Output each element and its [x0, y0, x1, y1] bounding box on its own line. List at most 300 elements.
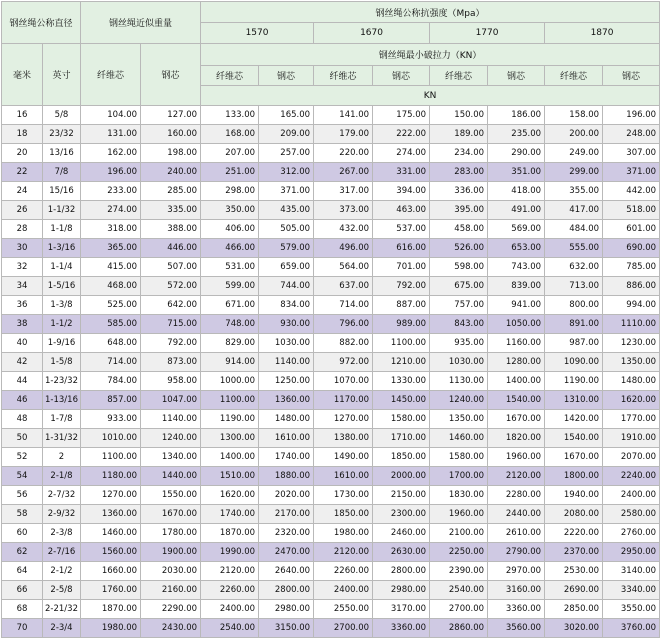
cell-weight-steel-core: 958.00 — [141, 372, 201, 391]
cell-diameter-inch: 2-3/8 — [43, 524, 81, 543]
table-row — [2, 182, 660, 201]
cell-diameter-inch: 1-5/8 — [43, 353, 81, 372]
cell-diameter-mm: 24 — [2, 182, 43, 201]
cell-diameter-mm: 70 — [2, 619, 43, 638]
cell-1870-fiber-core: 987.00 — [545, 334, 603, 353]
cell-1570-fiber-core: 1870.00 — [201, 524, 259, 543]
header-unit-kn: KN — [201, 86, 660, 106]
cell-1870-fiber-core: 1540.00 — [545, 429, 603, 448]
cell-diameter-mm: 26 — [2, 201, 43, 220]
cell-1670-fiber-core: 432.00 — [314, 220, 373, 239]
cell-weight-steel-core: 572.00 — [141, 277, 201, 296]
cell-1870-steel-core: 3550.00 — [603, 600, 660, 619]
cell-diameter-mm: 18 — [2, 125, 43, 144]
cell-1870-fiber-core: 249.00 — [545, 144, 603, 163]
cell-1670-steel-core: 989.00 — [373, 315, 430, 334]
header-mm: 毫米 — [2, 44, 43, 106]
cell-1770-fiber-core: 1350.00 — [430, 410, 488, 429]
cell-1770-steel-core: 1400.00 — [488, 372, 545, 391]
cell-weight-steel-core: 240.00 — [141, 163, 201, 182]
cell-1770-fiber-core: 1460.00 — [430, 429, 488, 448]
table-row — [2, 372, 660, 391]
cell-weight-steel-core: 1670.00 — [141, 505, 201, 524]
cell-1570-steel-core: 2640.00 — [259, 562, 314, 581]
cell-1570-fiber-core: 168.00 — [201, 125, 259, 144]
table-row — [2, 410, 660, 429]
cell-1570-fiber-core: 350.00 — [201, 201, 259, 220]
cell-1670-fiber-core: 1980.00 — [314, 524, 373, 543]
cell-1770-steel-core: 1820.00 — [488, 429, 545, 448]
cell-1670-fiber-core: 1610.00 — [314, 467, 373, 486]
cell-diameter-mm: 48 — [2, 410, 43, 429]
table-row — [2, 562, 660, 581]
table-body — [2, 106, 660, 638]
cell-diameter-mm: 64 — [2, 562, 43, 581]
cell-1770-steel-core: 1540.00 — [488, 391, 545, 410]
cell-diameter-mm: 38 — [2, 315, 43, 334]
cell-1670-steel-core: 2000.00 — [373, 467, 430, 486]
cell-diameter-mm: 30 — [2, 239, 43, 258]
table-row — [2, 600, 660, 619]
cell-1570-steel-core: 2980.00 — [259, 600, 314, 619]
cell-weight-fiber-core: 233.00 — [81, 182, 141, 201]
cell-1870-fiber-core: 2370.00 — [545, 543, 603, 562]
table-row — [2, 467, 660, 486]
cell-weight-fiber-core: 1180.00 — [81, 467, 141, 486]
cell-diameter-mm: 54 — [2, 467, 43, 486]
cell-1670-fiber-core: 1730.00 — [314, 486, 373, 505]
header-1570-fiber-core: 纤维芯 — [201, 66, 259, 86]
cell-1570-fiber-core: 2260.00 — [201, 581, 259, 600]
cell-diameter-inch: 2-7/32 — [43, 486, 81, 505]
cell-1670-fiber-core: 1850.00 — [314, 505, 373, 524]
table-row — [2, 524, 660, 543]
cell-1570-fiber-core: 1620.00 — [201, 486, 259, 505]
cell-1670-steel-core: 331.00 — [373, 163, 430, 182]
cell-1870-fiber-core: 200.00 — [545, 125, 603, 144]
cell-1570-steel-core: 1880.00 — [259, 467, 314, 486]
cell-1870-steel-core: 3340.00 — [603, 581, 660, 600]
cell-1870-steel-core: 3140.00 — [603, 562, 660, 581]
header-1870-steel-core: 钢芯 — [603, 66, 660, 86]
cell-1670-fiber-core: 564.00 — [314, 258, 373, 277]
cell-1670-steel-core: 2300.00 — [373, 505, 430, 524]
cell-diameter-mm: 16 — [2, 106, 43, 125]
cell-1670-steel-core: 887.00 — [373, 296, 430, 315]
cell-1870-steel-core: 248.00 — [603, 125, 660, 144]
cell-1570-fiber-core: 531.00 — [201, 258, 259, 277]
header-grade-1670: 1670 — [314, 23, 430, 44]
cell-diameter-inch: 2-1/2 — [43, 562, 81, 581]
cell-weight-steel-core: 1440.00 — [141, 467, 201, 486]
table-row — [2, 619, 660, 638]
cell-diameter-mm: 28 — [2, 220, 43, 239]
header-1570-steel-core: 钢芯 — [259, 66, 314, 86]
cell-1770-steel-core: 235.00 — [488, 125, 545, 144]
cell-1770-steel-core: 2790.00 — [488, 543, 545, 562]
cell-1870-steel-core: 994.00 — [603, 296, 660, 315]
cell-1770-fiber-core: 2390.00 — [430, 562, 488, 581]
cell-diameter-inch: 1-23/32 — [43, 372, 81, 391]
cell-weight-steel-core: 873.00 — [141, 353, 201, 372]
cell-diameter-mm: 20 — [2, 144, 43, 163]
cell-weight-steel-core: 792.00 — [141, 334, 201, 353]
cell-1870-steel-core: 785.00 — [603, 258, 660, 277]
cell-1770-fiber-core: 843.00 — [430, 315, 488, 334]
cell-diameter-mm: 56 — [2, 486, 43, 505]
cell-1770-fiber-core: 336.00 — [430, 182, 488, 201]
cell-diameter-inch: 1-3/16 — [43, 239, 81, 258]
cell-1670-steel-core: 3170.00 — [373, 600, 430, 619]
cell-1670-steel-core: 2630.00 — [373, 543, 430, 562]
cell-1770-fiber-core: 598.00 — [430, 258, 488, 277]
cell-1770-steel-core: 1160.00 — [488, 334, 545, 353]
cell-weight-steel-core: 1340.00 — [141, 448, 201, 467]
cell-1670-steel-core: 2980.00 — [373, 581, 430, 600]
cell-1770-fiber-core: 395.00 — [430, 201, 488, 220]
cell-weight-steel-core: 2430.00 — [141, 619, 201, 638]
cell-1670-steel-core: 3360.00 — [373, 619, 430, 638]
header-grade-1570: 1570 — [201, 23, 314, 44]
cell-weight-fiber-core: 365.00 — [81, 239, 141, 258]
cell-1670-fiber-core: 2400.00 — [314, 581, 373, 600]
cell-weight-fiber-core: 1660.00 — [81, 562, 141, 581]
cell-diameter-mm: 46 — [2, 391, 43, 410]
cell-1770-fiber-core: 189.00 — [430, 125, 488, 144]
cell-diameter-inch: 23/32 — [43, 125, 81, 144]
cell-1870-steel-core: 1480.00 — [603, 372, 660, 391]
cell-1670-fiber-core: 972.00 — [314, 353, 373, 372]
cell-1770-fiber-core: 675.00 — [430, 277, 488, 296]
cell-1670-steel-core: 1580.00 — [373, 410, 430, 429]
cell-1870-fiber-core: 1420.00 — [545, 410, 603, 429]
cell-diameter-inch: 1-31/32 — [43, 429, 81, 448]
cell-1770-steel-core: 2280.00 — [488, 486, 545, 505]
header-weight: 钢丝绳近似重量 — [81, 2, 201, 44]
cell-diameter-mm: 40 — [2, 334, 43, 353]
cell-1870-steel-core: 1110.00 — [603, 315, 660, 334]
table-row — [2, 543, 660, 562]
header-strength: 钢丝绳公称抗强度（Mpa） — [201, 2, 660, 23]
cell-weight-fiber-core: 415.00 — [81, 258, 141, 277]
cell-1570-fiber-core: 1400.00 — [201, 448, 259, 467]
cell-1670-fiber-core: 141.00 — [314, 106, 373, 125]
cell-diameter-mm: 36 — [2, 296, 43, 315]
cell-diameter-inch: 1-13/16 — [43, 391, 81, 410]
cell-diameter-mm: 58 — [2, 505, 43, 524]
cell-1570-steel-core: 3150.00 — [259, 619, 314, 638]
cell-1770-steel-core: 186.00 — [488, 106, 545, 125]
header-grade-1870: 1870 — [545, 23, 660, 44]
cell-weight-steel-core: 285.00 — [141, 182, 201, 201]
cell-diameter-inch: 1-9/16 — [43, 334, 81, 353]
cell-1770-fiber-core: 1830.00 — [430, 486, 488, 505]
cell-1670-fiber-core: 317.00 — [314, 182, 373, 201]
table-row — [2, 106, 660, 125]
cell-1570-fiber-core: 207.00 — [201, 144, 259, 163]
cell-1870-steel-core: 442.00 — [603, 182, 660, 201]
header-1770-fiber-core: 纤维芯 — [430, 66, 488, 86]
cell-1570-steel-core: 312.00 — [259, 163, 314, 182]
cell-diameter-inch: 13/16 — [43, 144, 81, 163]
cell-1870-fiber-core: 417.00 — [545, 201, 603, 220]
cell-1570-fiber-core: 1190.00 — [201, 410, 259, 429]
cell-1870-steel-core: 1230.00 — [603, 334, 660, 353]
cell-1570-fiber-core: 1990.00 — [201, 543, 259, 562]
wire-rope-spec-table — [1, 1, 660, 638]
cell-1570-steel-core: 165.00 — [259, 106, 314, 125]
cell-1670-fiber-core: 2700.00 — [314, 619, 373, 638]
cell-1570-steel-core: 1140.00 — [259, 353, 314, 372]
cell-1670-steel-core: 1330.00 — [373, 372, 430, 391]
cell-1670-fiber-core: 2550.00 — [314, 600, 373, 619]
cell-1570-fiber-core: 1100.00 — [201, 391, 259, 410]
cell-weight-steel-core: 2160.00 — [141, 581, 201, 600]
cell-1770-fiber-core: 935.00 — [430, 334, 488, 353]
table-row — [2, 296, 660, 315]
cell-1570-fiber-core: 406.00 — [201, 220, 259, 239]
cell-diameter-inch: 1-1/2 — [43, 315, 81, 334]
cell-1670-fiber-core: 1380.00 — [314, 429, 373, 448]
cell-1670-fiber-core: 714.00 — [314, 296, 373, 315]
cell-1570-fiber-core: 1000.00 — [201, 372, 259, 391]
cell-1770-fiber-core: 2540.00 — [430, 581, 488, 600]
cell-diameter-inch: 1-3/8 — [43, 296, 81, 315]
header-1870-fiber-core: 纤维芯 — [545, 66, 603, 86]
cell-1770-steel-core: 743.00 — [488, 258, 545, 277]
table-row — [2, 239, 660, 258]
cell-weight-fiber-core: 1100.00 — [81, 448, 141, 467]
cell-diameter-inch: 2-9/32 — [43, 505, 81, 524]
table-row — [2, 429, 660, 448]
cell-1670-steel-core: 463.00 — [373, 201, 430, 220]
cell-1570-steel-core: 2170.00 — [259, 505, 314, 524]
cell-1670-fiber-core: 796.00 — [314, 315, 373, 334]
cell-1770-steel-core: 491.00 — [488, 201, 545, 220]
cell-1570-steel-core: 2320.00 — [259, 524, 314, 543]
cell-weight-steel-core: 507.00 — [141, 258, 201, 277]
cell-1770-steel-core: 3360.00 — [488, 600, 545, 619]
cell-1770-fiber-core: 1960.00 — [430, 505, 488, 524]
cell-weight-fiber-core: 1010.00 — [81, 429, 141, 448]
cell-1570-steel-core: 930.00 — [259, 315, 314, 334]
cell-weight-steel-core: 642.00 — [141, 296, 201, 315]
cell-1870-steel-core: 2240.00 — [603, 467, 660, 486]
cell-1770-fiber-core: 1700.00 — [430, 467, 488, 486]
cell-1870-fiber-core: 632.00 — [545, 258, 603, 277]
cell-weight-fiber-core: 784.00 — [81, 372, 141, 391]
cell-weight-steel-core: 335.00 — [141, 201, 201, 220]
cell-1770-fiber-core: 2700.00 — [430, 600, 488, 619]
cell-1670-steel-core: 2150.00 — [373, 486, 430, 505]
cell-weight-fiber-core: 933.00 — [81, 410, 141, 429]
cell-1870-steel-core: 2400.00 — [603, 486, 660, 505]
cell-1670-fiber-core: 1070.00 — [314, 372, 373, 391]
cell-diameter-inch: 1-7/8 — [43, 410, 81, 429]
cell-1570-fiber-core: 748.00 — [201, 315, 259, 334]
cell-1670-steel-core: 175.00 — [373, 106, 430, 125]
table-row — [2, 486, 660, 505]
cell-1870-fiber-core: 158.00 — [545, 106, 603, 125]
header-1670-steel-core: 钢芯 — [373, 66, 430, 86]
cell-1870-fiber-core: 1310.00 — [545, 391, 603, 410]
cell-1870-steel-core: 2070.00 — [603, 448, 660, 467]
cell-1770-fiber-core: 2250.00 — [430, 543, 488, 562]
cell-1670-steel-core: 274.00 — [373, 144, 430, 163]
cell-1670-steel-core: 1100.00 — [373, 334, 430, 353]
table-row — [2, 581, 660, 600]
cell-1870-fiber-core: 1800.00 — [545, 467, 603, 486]
cell-1870-fiber-core: 1190.00 — [545, 372, 603, 391]
cell-weight-steel-core: 2030.00 — [141, 562, 201, 581]
cell-1570-fiber-core: 251.00 — [201, 163, 259, 182]
cell-1570-fiber-core: 2400.00 — [201, 600, 259, 619]
table-row — [2, 163, 660, 182]
cell-1870-fiber-core: 555.00 — [545, 239, 603, 258]
cell-1570-fiber-core: 2120.00 — [201, 562, 259, 581]
header-breaking-force: 钢丝绳最小破拉力（KN） — [201, 44, 660, 66]
cell-1570-steel-core: 1250.00 — [259, 372, 314, 391]
cell-1870-fiber-core: 2690.00 — [545, 581, 603, 600]
cell-1670-fiber-core: 496.00 — [314, 239, 373, 258]
cell-1770-steel-core: 569.00 — [488, 220, 545, 239]
header-diameter: 钢丝绳公称直径 — [2, 2, 81, 44]
cell-1670-fiber-core: 637.00 — [314, 277, 373, 296]
cell-weight-fiber-core: 131.00 — [81, 125, 141, 144]
cell-weight-fiber-core: 525.00 — [81, 296, 141, 315]
cell-1570-steel-core: 1480.00 — [259, 410, 314, 429]
cell-1570-fiber-core: 829.00 — [201, 334, 259, 353]
cell-weight-steel-core: 1240.00 — [141, 429, 201, 448]
header-grade-1770: 1770 — [430, 23, 545, 44]
cell-diameter-mm: 60 — [2, 524, 43, 543]
cell-1670-fiber-core: 2260.00 — [314, 562, 373, 581]
cell-diameter-mm: 34 — [2, 277, 43, 296]
cell-1670-steel-core: 1850.00 — [373, 448, 430, 467]
table-row — [2, 353, 660, 372]
cell-weight-fiber-core: 585.00 — [81, 315, 141, 334]
table-row — [2, 277, 660, 296]
cell-1570-steel-core: 579.00 — [259, 239, 314, 258]
cell-weight-steel-core: 1780.00 — [141, 524, 201, 543]
cell-diameter-inch: 7/8 — [43, 163, 81, 182]
cell-1770-steel-core: 3160.00 — [488, 581, 545, 600]
cell-1570-steel-core: 371.00 — [259, 182, 314, 201]
cell-1770-steel-core: 1670.00 — [488, 410, 545, 429]
cell-1770-steel-core: 351.00 — [488, 163, 545, 182]
cell-1570-steel-core: 1030.00 — [259, 334, 314, 353]
cell-1870-steel-core: 1350.00 — [603, 353, 660, 372]
cell-1670-fiber-core: 1490.00 — [314, 448, 373, 467]
cell-1570-steel-core: 1740.00 — [259, 448, 314, 467]
cell-diameter-mm: 50 — [2, 429, 43, 448]
table-row — [2, 125, 660, 144]
cell-weight-steel-core: 1550.00 — [141, 486, 201, 505]
cell-diameter-inch: 2-5/8 — [43, 581, 81, 600]
cell-1570-steel-core: 209.00 — [259, 125, 314, 144]
cell-1870-steel-core: 371.00 — [603, 163, 660, 182]
cell-diameter-mm: 62 — [2, 543, 43, 562]
cell-1670-steel-core: 537.00 — [373, 220, 430, 239]
cell-diameter-inch: 2 — [43, 448, 81, 467]
cell-1670-steel-core: 394.00 — [373, 182, 430, 201]
cell-weight-fiber-core: 648.00 — [81, 334, 141, 353]
cell-1770-steel-core: 653.00 — [488, 239, 545, 258]
cell-weight-fiber-core: 1870.00 — [81, 600, 141, 619]
cell-diameter-mm: 32 — [2, 258, 43, 277]
cell-1570-fiber-core: 2540.00 — [201, 619, 259, 638]
cell-1570-steel-core: 659.00 — [259, 258, 314, 277]
cell-1870-steel-core: 518.00 — [603, 201, 660, 220]
cell-1770-steel-core: 839.00 — [488, 277, 545, 296]
cell-diameter-inch: 2-1/8 — [43, 467, 81, 486]
cell-1870-fiber-core: 1940.00 — [545, 486, 603, 505]
cell-1770-fiber-core: 1130.00 — [430, 372, 488, 391]
cell-1770-fiber-core: 458.00 — [430, 220, 488, 239]
cell-1870-steel-core: 2580.00 — [603, 505, 660, 524]
cell-diameter-inch: 1-5/16 — [43, 277, 81, 296]
table-row — [2, 220, 660, 239]
header-1670-fiber-core: 纤维芯 — [314, 66, 373, 86]
cell-1870-steel-core: 2950.00 — [603, 543, 660, 562]
cell-weight-fiber-core: 1360.00 — [81, 505, 141, 524]
cell-1570-fiber-core: 1740.00 — [201, 505, 259, 524]
cell-1770-steel-core: 2970.00 — [488, 562, 545, 581]
cell-1870-steel-core: 1620.00 — [603, 391, 660, 410]
cell-1670-fiber-core: 267.00 — [314, 163, 373, 182]
cell-1770-steel-core: 1050.00 — [488, 315, 545, 334]
table-row — [2, 334, 660, 353]
cell-1870-fiber-core: 1090.00 — [545, 353, 603, 372]
cell-1870-fiber-core: 484.00 — [545, 220, 603, 239]
cell-weight-fiber-core: 162.00 — [81, 144, 141, 163]
cell-1770-fiber-core: 234.00 — [430, 144, 488, 163]
cell-1870-fiber-core: 891.00 — [545, 315, 603, 334]
cell-1670-steel-core: 2460.00 — [373, 524, 430, 543]
cell-diameter-mm: 22 — [2, 163, 43, 182]
cell-1870-fiber-core: 2530.00 — [545, 562, 603, 581]
cell-weight-steel-core: 1900.00 — [141, 543, 201, 562]
table-row — [2, 505, 660, 524]
cell-1770-fiber-core: 1580.00 — [430, 448, 488, 467]
cell-diameter-mm: 66 — [2, 581, 43, 600]
cell-1570-fiber-core: 914.00 — [201, 353, 259, 372]
cell-diameter-inch: 2-21/32 — [43, 600, 81, 619]
cell-1770-fiber-core: 2100.00 — [430, 524, 488, 543]
cell-1570-steel-core: 435.00 — [259, 201, 314, 220]
cell-1570-steel-core: 1360.00 — [259, 391, 314, 410]
cell-weight-steel-core: 1140.00 — [141, 410, 201, 429]
cell-weight-fiber-core: 1760.00 — [81, 581, 141, 600]
cell-1670-fiber-core: 2120.00 — [314, 543, 373, 562]
cell-1770-fiber-core: 2860.00 — [430, 619, 488, 638]
cell-weight-fiber-core: 1980.00 — [81, 619, 141, 638]
cell-1770-steel-core: 418.00 — [488, 182, 545, 201]
table-row — [2, 448, 660, 467]
cell-1870-fiber-core: 3020.00 — [545, 619, 603, 638]
cell-weight-fiber-core: 857.00 — [81, 391, 141, 410]
cell-1870-fiber-core: 2080.00 — [545, 505, 603, 524]
cell-1870-fiber-core: 800.00 — [545, 296, 603, 315]
cell-1570-steel-core: 744.00 — [259, 277, 314, 296]
cell-1770-steel-core: 3560.00 — [488, 619, 545, 638]
cell-1570-steel-core: 505.00 — [259, 220, 314, 239]
cell-1870-steel-core: 196.00 — [603, 106, 660, 125]
cell-1870-fiber-core: 1670.00 — [545, 448, 603, 467]
cell-weight-fiber-core: 196.00 — [81, 163, 141, 182]
cell-1570-steel-core: 2020.00 — [259, 486, 314, 505]
cell-weight-steel-core: 2290.00 — [141, 600, 201, 619]
